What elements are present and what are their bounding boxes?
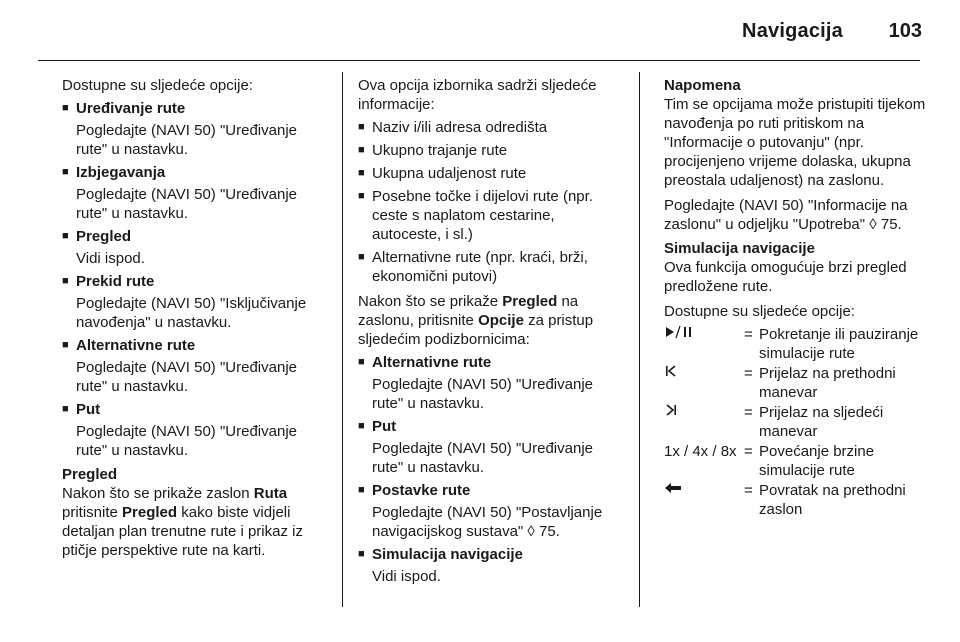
list-item [62,336,332,396]
list-item-body: Pogledajte (NAVI 50) "Uređivanje rute" u nastavku. [76,186,297,222]
bullet-icon: ■ [358,190,365,202]
bullet-icon: ■ [358,167,365,179]
bullet-icon: ■ [62,403,69,415]
column-2 [358,76,626,586]
table-row: 1x / 4x / 8x = Povećanje brzine simulacije rute [664,442,926,480]
bullet-icon: ■ [358,251,365,263]
list-item [358,545,626,586]
list-item-body: Pogledajte (NAVI 50) "Uređivanje rute" u nastavku. [372,440,593,476]
bullet-icon: ■ [358,144,365,156]
column-3 [664,76,926,519]
options-paragraph: Nakon što se prikaže Pregled na zaslonu, pritisnite Opcije za pristup sljedećim podizbornicima: [358,293,594,348]
list-item [62,227,332,268]
list-item: ■ Ukupno trajanje rute [358,142,508,159]
note-reference: Pogledajte (NAVI 50) "Informacije na zaslonu" u odjeljku "Upotreba" ◊ 75. [664,197,908,233]
bullet-icon: ■ [358,356,365,368]
page-reference-icon: ◊ [527,523,535,540]
section-paragraph: Nakon što se prikaže zaslon Ruta pritisnite Pregled kako biste vidjeli detaljan plan trenutne rute i prikaz iz ptičje perspektive rute na karti. [62,485,303,559]
list-item: ■ Ukupna udaljenost rute [358,165,527,182]
list-item [358,353,626,413]
list-item [62,99,332,159]
list-item-title: Alternativne rute [372,354,492,371]
list-item: ■ Alternativne rute (npr. kraći, brži, ekonomični putovi) [358,249,588,285]
list-item: ■ Posebne točke i dijelovi rute (npr. ceste s naplatom cestarine, autoceste, i sl.) [358,188,593,243]
list-item-title: Put [372,418,397,435]
bullet-icon: ■ [62,339,69,351]
page-reference[interactable]: 75. [880,216,902,233]
bullet-icon: ■ [62,102,69,114]
page-header [0,0,960,62]
list-item-title: Pregled [76,228,132,245]
column-1 [62,76,332,560]
list-item-title: Postavke rute [372,482,471,499]
list-item-title: Prekid rute [76,273,155,290]
bullet-icon: ■ [62,275,69,287]
table-row: = Pokretanje ili pauziranje simulacije rute [664,325,926,363]
section-heading-simulacija: Simulacija navigacije [664,240,815,257]
column-divider-1 [342,72,343,607]
page-reference[interactable]: 75. [539,523,560,540]
speed-key: 1x / 4x / 8x [664,443,737,460]
list-item-title: Alternativne rute [76,337,196,354]
table-cell: Povratak na prethodni zaslon [759,482,906,518]
list-item [62,163,332,223]
list-item: ■ Naziv i/ili adresa odredišta [358,119,548,136]
table-row: = Prijelaz na prethodni manevar [664,364,926,402]
bullet-icon: ■ [358,121,365,133]
list-item-title: Uređivanje rute [76,100,186,117]
options-table [664,325,926,519]
list-item-body: Vidi ispod. [76,250,145,267]
header-divider [38,60,920,61]
table-cell: Prijelaz na sljedeći manevar [759,404,884,440]
list-item [62,272,332,332]
column-divider-2 [639,72,640,607]
section-paragraph: Ova funkcija omogućuje brzi pregled predložene rute. [664,259,907,295]
page-number: 103 [888,20,922,42]
table-row: = Povratak na prethodni zaslon [664,481,926,519]
bullet-icon: ■ [62,230,69,242]
play-pause-icon [664,325,704,344]
section-heading-pregled: Pregled [62,466,118,483]
table-row: = Prijelaz na sljedeći manevar [664,403,926,441]
chapter-title: Navigacija [742,20,843,42]
bullet-icon: ■ [358,548,365,560]
table-cell: Pokretanje ili pauziranje simulacije rute [759,326,919,362]
bullet-icon: ■ [62,166,69,178]
list-item-body: Pogledajte (NAVI 50) "Uređivanje rute" u nastavku. [372,376,593,412]
list-item-title: Simulacija navigacije [372,546,523,563]
next-maneuver-icon [664,403,678,422]
list-item-body: Vidi ispod. [372,568,441,585]
list-item-title: Put [76,401,101,418]
note-heading: Napomena [664,77,741,94]
table-cell: Povećanje brzine simulacije rute [759,443,875,479]
list-item-body: Pogledajte (NAVI 50) "Uređivanje rute" u nastavku. [76,423,297,459]
list-item-body: Pogledajte (NAVI 50) "Uređivanje rute" u nastavku. [76,359,297,395]
note-text: Tim se opcijama može pristupiti tijekom navođenja po ruti pritiskom na "Informacije o putovanju" (npr. procijenjeno vrijeme dolaska, ukupna preostala udaljenost) na zaslonu. [664,96,926,189]
table-cell: Prijelaz na prethodni manevar [759,365,896,401]
page-reference-icon: ◊ [869,216,877,233]
list-item [62,400,332,460]
options-intro: Dostupne su sljedeće opcije: [664,303,855,320]
list-item [358,481,626,541]
list-item-body: Pogledajte (NAVI 50) "Isključivanje navođenja" u nastavku. [76,295,307,331]
bullet-icon: ■ [358,484,365,496]
list-item-body: Pogledajte (NAVI 50) "Postavljanje navigacijskog sustava" ◊ 75. [372,504,603,540]
list-item [358,417,626,477]
back-arrow-icon [664,481,682,500]
previous-maneuver-icon [664,364,678,383]
info-intro: Ova opcija izbornika sadrži sljedeće informacije: [358,77,597,113]
list-item-body: Pogledajte (NAVI 50) "Uređivanje rute" u nastavku. [76,122,297,158]
bullet-icon: ■ [358,420,365,432]
options-intro: Dostupne su sljedeće opcije: [62,77,253,94]
list-item-title: Izbjegavanja [76,164,166,181]
